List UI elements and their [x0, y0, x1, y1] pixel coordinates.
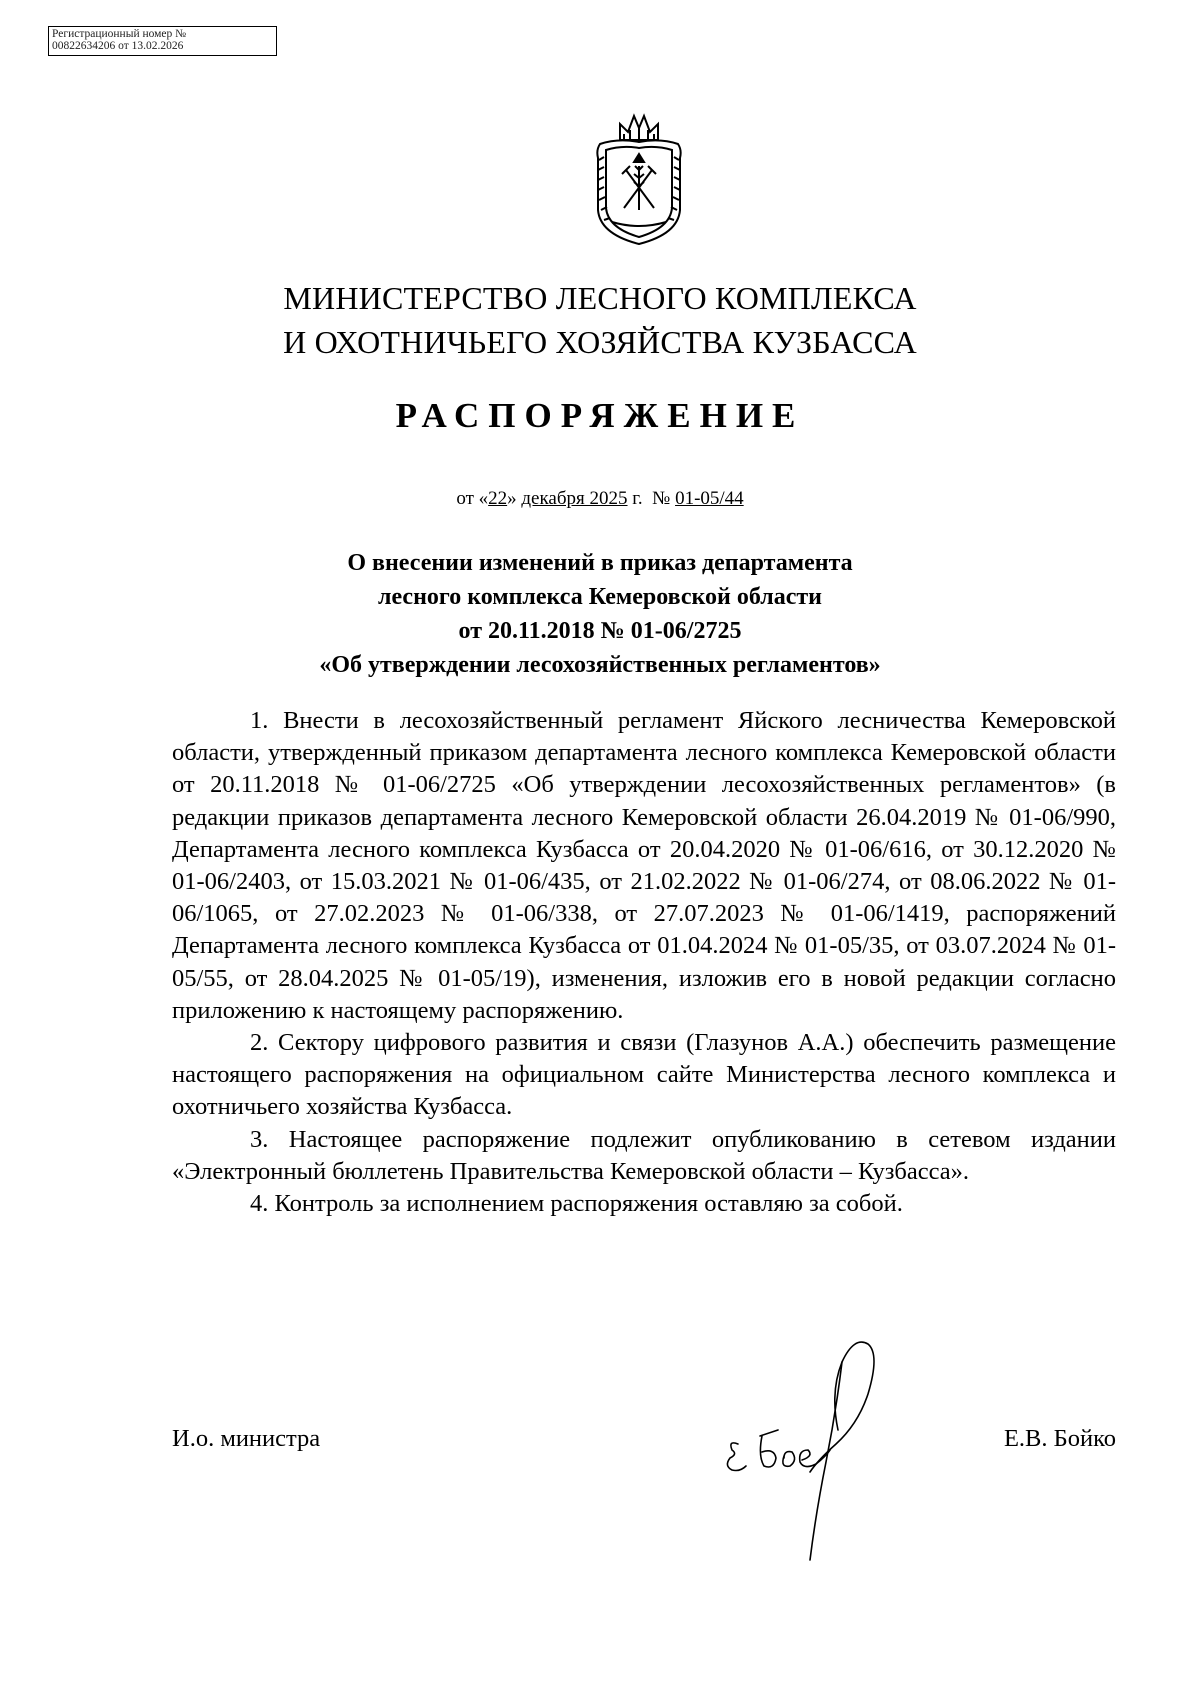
date-suffix: г. №: [627, 488, 676, 509]
subject-line-3: от 20.11.2018 № 01-06/2725: [458, 618, 742, 644]
document-subject: [0, 546, 1200, 682]
date-month-year: декабря 2025: [521, 488, 628, 509]
paragraph-4: 4. Контроль за исполнением распоряжения оставляю за собой.: [250, 1190, 903, 1218]
date-prefix: от «: [456, 488, 489, 509]
document-number: 01-05/44: [675, 488, 744, 509]
document-body: [172, 705, 1116, 1220]
registration-line-2: 00822634206 от 13.02.2026: [52, 40, 184, 52]
document-type-title: РАСПОРЯЖЕНИЕ: [395, 396, 805, 435]
ministry-name-line-2: И ОХОТНИЧЬЕГО ХОЗЯЙСТВА КУЗБАССА: [283, 324, 917, 360]
registration-stamp: [48, 26, 277, 56]
paragraph-3: 3. Настоящее распоряжение подлежит опубликованию в сетевом издании «Электронный бюллетень Правительства Кемеровской области – Кузбасса».: [172, 1125, 1116, 1185]
ministry-name: [0, 276, 1200, 364]
subject-line-4: «Об утверждении лесохозяйственных регламентов»: [319, 652, 881, 678]
ministry-name-line-1: МИНИСТЕРСТВО ЛЕСНОГО КОМПЛЕКСА: [283, 280, 917, 316]
date-day: 22: [488, 488, 508, 509]
date-and-number-line: [0, 488, 1200, 510]
subject-line-2: лесного комплекса Кемеровской области: [378, 584, 822, 610]
kuzbass-coat-of-arms-icon: [590, 110, 688, 246]
subject-line-1: О внесении изменений в приказ департамента: [347, 550, 853, 576]
signatory-title: И.о. министра: [172, 1425, 321, 1452]
handwritten-signature: [718, 1332, 918, 1572]
paragraph-2: 2. Сектору цифрового развития и связи (Глазунов А.А.) обеспечить размещение настоящего распоряжения на официальном сайте Министерства лесного комплекса и охотничьего хозяйства Кузбасса.: [172, 1029, 1116, 1121]
signatory-name: Е.В. Бойко: [1003, 1425, 1116, 1452]
registration-line-1: Регистрационный номер №: [52, 28, 187, 40]
date-mid: »: [507, 488, 517, 509]
paragraph-1: 1. Внести в лесохозяйственный регламент Яйского лесничества Кемеровской области, утвержденный приказом департамента лесного комплекса Кемеровской области от 20.11.2018 № 01-06/2725 «Об утверждении лесохозяйственных регламентов» (в редакции приказов департамента лесного Кемеровской области 26.04.2019 № 01-06/990, Департамента лесного комплекса Кузбасса от 20.04.2020 № 01-06/616, от 30.12.2020 № 01-06/2403, от 15.03.2021 № 01-06/435, от 21.02.2022 № 01-06/274, от 08.06.2022 № 01-06/1065, от 27.02.2023 № 01-06/338, от 27.07.2023 № 01-06/1419, распоряжений Департамента лесного комплекса Кузбасса от 01.04.2024 № 01-05/35, от 03.07.2024 № 01-05/55, от 28.04.2025 № 01-05/19), изменения, изложив его в новой редакции согласно приложению к настоящему распоряжению.: [172, 707, 1116, 1024]
